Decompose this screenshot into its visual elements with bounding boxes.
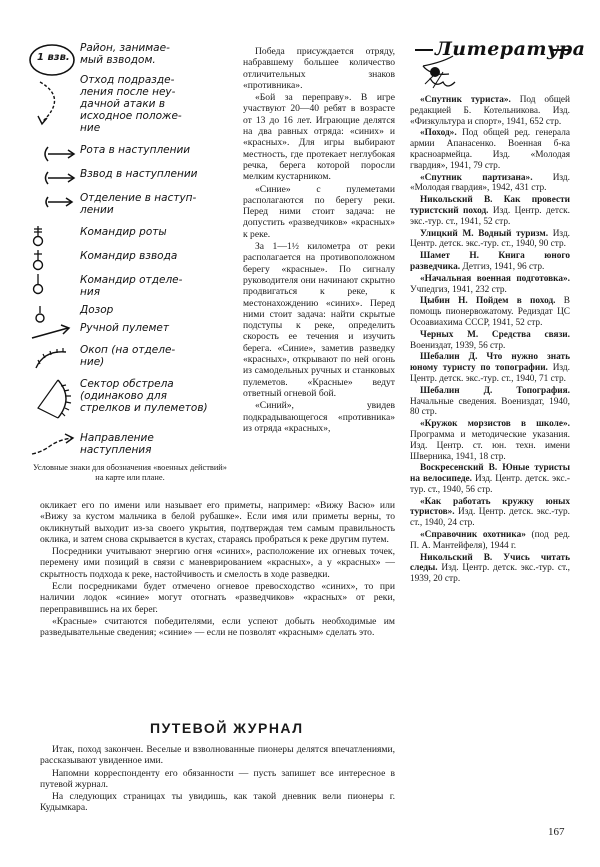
entry-title: Шебалин Д. Что нужно знать юному туристу по топографии.: [410, 352, 570, 374]
legend-item-section-advance: [28, 192, 228, 222]
entry-title: Шамет Н. Книга юного разведчика.: [410, 251, 570, 272]
paragraph: «Синий», увидев подкрадывающегося «противника» из отряда «красных»,: [243, 400, 395, 434]
entry-title: «Как работать кружку юных туристов».: [410, 496, 570, 518]
legend-item-company-commander: [28, 226, 228, 250]
literature-entry: [410, 530, 570, 552]
entry-details: (под ред. П. А. Мантейфеля), 1944 г.: [410, 530, 570, 551]
paragraph: Напомни корреспонденту его обязанности — пусть запишет все интересное в путевой журнал.: [40, 767, 395, 790]
legend-item-company-advance: [28, 144, 228, 168]
paragraph: Победа присуждается отряду, набравшему большее количество отличительных знаков «противника».: [243, 46, 395, 91]
paragraph: Итак, поход закончен. Веселые и взволнованные пионеры делятся впечатлениями, рассказывают увиденное ими.: [40, 744, 395, 767]
legend-item-section-commander: [28, 274, 228, 304]
advance-direction-icon: [28, 432, 78, 460]
entry-title: «Начальная военная подготовка».: [420, 273, 570, 284]
legend-label: Направление наступления: [80, 432, 154, 456]
entry-title: Никольский В. Учись читать следы.: [410, 552, 570, 574]
entry-title: Улицкий М. Водный туризм.: [420, 228, 549, 239]
entry-details: Изд. Центр. детск. экс.-тур. ст., 1940, 90 стр.: [410, 228, 570, 250]
entry-title: Шебалин Д. Топография.: [420, 385, 570, 396]
legend-label: Командир взвода: [80, 250, 178, 262]
entry-details: Программа и методические указания. Изд. Центр. ст. юн. техн. имени Шверника, 1941, 18 стр.: [410, 429, 570, 462]
legend-label: Дозор: [80, 304, 114, 316]
entry-details: Начальные сведения. Воениздат, 1940, 80 стр.: [410, 396, 570, 418]
literature-list: [410, 95, 570, 586]
paragraph: «Красные» считаются победителями, если успеют добыть необходимые им разведывательные сведения; «синие» — если не позволят «красным» сделать это.: [40, 615, 395, 639]
paragraph: На следующих страницах ты увидишь, как такой дневник вели пионеры г. Кудымкара.: [40, 791, 395, 814]
paragraph: За 1—1½ километра от реки располагается на противоположном берегу «красные». По сигналу руководителя они начинают скрытно продвигаться к реке, к местонахождению «синих». Перед ними стоит задача: найти скрытые подступы к реке, определить скорость ее течения и изучить берега. «Синие», заметив разведку «красных», открывают по ней огонь из самодельных ручных и станковых пулеметов. «Красные» ведут ответный огневой бой.: [243, 241, 395, 399]
platoon-advance-icon: [28, 168, 78, 188]
journal-text: [40, 744, 395, 815]
legend-label: Район, занимае- мый взводом.: [80, 42, 170, 66]
literature-entry: [410, 274, 570, 296]
entry-details: Изд. Центр. детск. экс.-тур. ст., 1940, 71 стр.: [410, 363, 570, 384]
entry-details: В помощь пионервожатому. Редиздат ЦС Осоавиахима СССР, 1941, 52 стр.: [410, 296, 570, 328]
legend-item-machine-gun: [28, 322, 228, 346]
page-number: 167: [548, 826, 565, 838]
entry-details: Изд. Центр. детск. экс.-тур. ст., 1939, 20 стр.: [410, 563, 570, 585]
literature-entry: [410, 296, 570, 328]
section-commander-icon: [28, 274, 78, 298]
legend-label: Командир отделе- ния: [80, 274, 183, 298]
literature-entry: [410, 95, 570, 127]
legend: [28, 40, 228, 460]
literature-entry: [410, 330, 570, 352]
entry-title: Черных М. Средства связи.: [420, 329, 570, 340]
entry-details: Изд. Центр. детск. экс.-тур. ст., 1940, 24 стр.: [410, 507, 570, 529]
entry-details: Изд. Центр. детск. экс.-тур. ст., 1940, 56 стр.: [410, 474, 570, 495]
fire-sector-icon: [28, 378, 78, 424]
legend-label: Рота в наступлении: [80, 144, 191, 156]
withdrawal-icon: [28, 74, 78, 134]
paragraph: Посредники учитывают энергию огня «синих», расположение их огневых точек, перемену ими позиций в связи с маневрированием «красных», а у «красных» — скрытность подхода к реке, настойчивость и смелость в ходе разведки.: [40, 546, 395, 580]
company-commander-icon: [28, 226, 78, 250]
literature-entry: [410, 553, 570, 585]
entry-details: Детгиз, 1941, 96 стр.: [460, 261, 545, 272]
platoon-badge: 1 взв.: [37, 52, 70, 63]
literature-entry: [410, 251, 570, 273]
legend-item-advance-direction: [28, 432, 228, 462]
journal-title: ПУТЕВОЙ ЖУРНАЛ: [150, 720, 304, 736]
literature-entry: [410, 229, 570, 251]
paragraph: Если посредниками будет отмечено огневое превосходство «синих», то при наличии лодок «синие» могут отогнать «разведчиков» «красных» от реки, переправившись на их берег.: [40, 581, 395, 615]
middle-column: [243, 46, 395, 435]
literature-entry: [410, 419, 570, 462]
literature-entry: [410, 352, 570, 384]
legend-label: Взвод в наступлении: [80, 168, 198, 180]
paragraph: «Бой за переправу». В игре участвуют 20—40 ребят в возрасте от 13 до 16 лет. Играющие делятся на два равных отряда: «синих» и «красных». Для игры выбирают местность, где протекает неглубокая речка, берега которой поросли мелким кустарником.: [243, 92, 395, 183]
section-advance-icon: [28, 192, 78, 216]
literature-entry: [410, 463, 570, 495]
legend-item-withdrawal: [28, 74, 228, 140]
legend-label: Отделение в наступ- лении: [80, 192, 197, 216]
legend-item-platoon-commander: [28, 250, 228, 274]
legend-label: Окоп (на отделе- ние): [80, 344, 176, 368]
platoon-commander-icon: [28, 250, 78, 274]
entry-title: «Спутник туриста».: [420, 95, 511, 105]
entry-details: Под общей редакцией Б. Котельникова. Изд. «Физкультура и спорт», 1941, 652 стр.: [410, 95, 570, 127]
legend-label: Сектор обстрела (одинаково для стрелков и пулеметов): [80, 378, 208, 414]
company-advance-icon: [28, 144, 78, 164]
entry-title: «Кружок морзистов в школе».: [420, 419, 570, 430]
trench-icon: [28, 344, 78, 374]
entry-details: Под общей ред. генерала армии Апанасенко. Военная б-ка красноармейца. Изд. «Молодая гвардия», 1941, 79 стр.: [410, 128, 570, 171]
legend-item-trench: [28, 344, 228, 378]
legend-label: Отход подразде- ления после неу- дачной атаки в исходное положе- ние: [80, 74, 182, 134]
entry-details: Учпедгиз, 1941, 232 стр.: [410, 284, 507, 295]
legend-caption: Условные знаки для обозначения «военных действий» на карте или плане.: [33, 463, 227, 482]
machine-gun-icon: [28, 322, 78, 342]
lower-column: [40, 500, 395, 640]
entry-details: Изд. «Молодая гвардия», 1942, 431 стр.: [410, 172, 570, 194]
entry-title: «Справочник охотника»: [420, 530, 526, 541]
entry-title: Никольский В. Как провести туристский поход.: [410, 195, 570, 216]
paragraph: окликает его по имени или называет его приметы, например: «Вижу Васю» или «Вижу за кустом мальчика в белой рубашке». Если имя или приметы верны, то окликнутый выходит из-за своего укрытия, подтверждая тем самым правильность оклика, и затем снова скрывается в кустах, стараясь пробраться к реке другим путем.: [40, 500, 395, 545]
legend-item-platoon-advance: [28, 168, 228, 192]
literature-title: Литература: [435, 38, 586, 60]
paragraph: «Синие» с пулеметами располагаются по берегу реки. Перед ними стоит задача: не допустить «разведчиков» «красных» к реке.: [243, 183, 395, 240]
entry-title: Воскресенский В. Юные туристы на велосипеде.: [410, 463, 570, 485]
literature-entry: [410, 497, 570, 529]
entry-title: Цыбин Н. Пойдем в поход.: [420, 296, 556, 307]
literature-entry: [410, 195, 570, 227]
legend-label: Ручной пулемет: [80, 322, 169, 334]
entry-title: «Поход».: [420, 128, 457, 139]
literature-entry: [410, 173, 570, 195]
legend-label: Командир роты: [80, 226, 167, 238]
entry-title: «Спутник партизана».: [420, 172, 533, 183]
literature-entry: [410, 128, 570, 171]
literature-entry: [410, 386, 570, 418]
literature-header: [413, 36, 586, 94]
legend-item-fire-sector: [28, 378, 228, 426]
entry-details: Изд. Центр. детск. экс.-тур. ст., 1941, 52 стр.: [410, 205, 570, 227]
entry-details: Воениздат, 1939, 56 стр.: [410, 340, 506, 351]
